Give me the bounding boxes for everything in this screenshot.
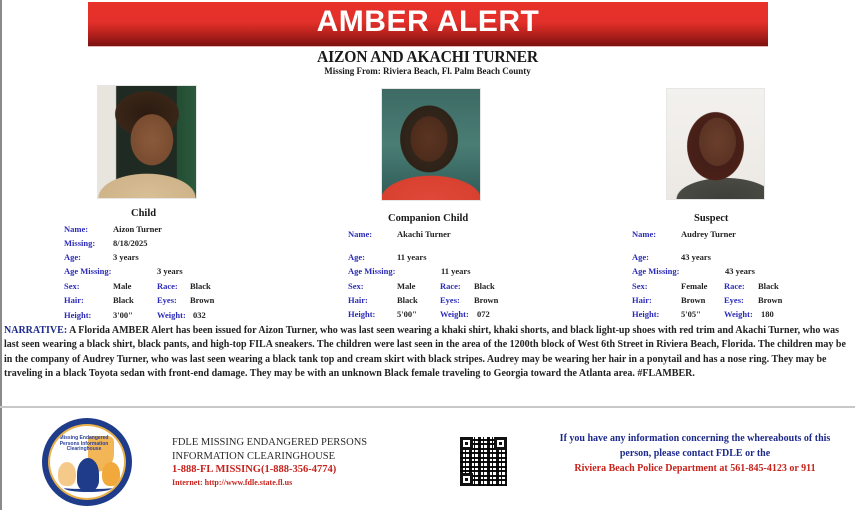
height-value: 5'05"	[681, 309, 701, 319]
case-title: AIZON AND AKACHI TURNER	[316, 47, 539, 66]
contact-line2: person, please contact FDLE or the	[619, 448, 771, 459]
age-missing-value: 3 years	[157, 266, 183, 276]
narrative	[4, 324, 850, 381]
race-label: Race:	[440, 281, 461, 291]
sex-label: Sex:	[348, 281, 364, 291]
page-left-border	[0, 0, 2, 510]
sex-value: Male	[113, 281, 132, 291]
qr-finder-icon	[460, 473, 473, 486]
sex-value: Male	[397, 281, 416, 291]
amber-alert-banner	[88, 2, 768, 47]
profile-heading: Companion Child	[388, 213, 469, 224]
name-value: Audrey Turner	[681, 229, 736, 239]
person-figure-icon	[58, 462, 76, 486]
race-label: Race:	[157, 281, 178, 291]
age-missing-label: Age Missing:	[632, 266, 680, 276]
contact-line1: If you have any information concerning the whereabouts of this	[559, 433, 831, 444]
missing-from: Missing From: Riviera Beach, Fl. Palm Beach County	[324, 66, 531, 76]
name-label: Name:	[64, 224, 89, 234]
height-label: Height:	[64, 310, 92, 320]
sex-label: Sex:	[64, 281, 80, 291]
eyes-label: Eyes:	[724, 295, 744, 305]
age-label: Age:	[632, 252, 649, 262]
weight-label: Weight:	[724, 309, 753, 319]
clearinghouse-info	[172, 436, 367, 489]
contact-info	[540, 431, 850, 476]
missing-date-value: 8/18/2025	[113, 238, 148, 248]
race-value: Black	[758, 281, 779, 291]
hand-icon	[64, 484, 112, 492]
eyes-label: Eyes:	[440, 295, 460, 305]
weight-label: Weight:	[440, 309, 469, 319]
hair-value: Black	[397, 295, 418, 305]
banner-title: AMBER ALERT	[316, 5, 540, 38]
contact-police-phone: Riviera Beach Police Department at 561-845-4123 or 911	[574, 463, 816, 474]
qr-finder-icon	[494, 437, 507, 450]
suspect-photo	[666, 88, 765, 200]
eyes-label: Eyes:	[157, 295, 177, 305]
qr-finder-icon	[460, 437, 473, 450]
age-value: 3 years	[113, 252, 139, 262]
name-label: Name:	[348, 229, 373, 239]
race-value: Black	[474, 281, 495, 291]
age-missing-label: Age Missing:	[348, 266, 396, 276]
footer-divider	[0, 406, 855, 408]
race-label: Race:	[724, 281, 745, 291]
qr-code	[460, 437, 507, 486]
logo-text: Missing Endangered Persons Information Clearinghouse	[59, 435, 109, 452]
weight-value: 072	[477, 309, 490, 319]
name-value: Akachi Turner	[397, 229, 451, 239]
age-value: 11 years	[397, 252, 427, 262]
weight-value: 180	[761, 309, 774, 319]
height-label: Height:	[632, 309, 660, 319]
hair-label: Hair:	[348, 295, 368, 305]
profile-heading: Child	[131, 208, 157, 219]
profile-heading: Suspect	[694, 213, 729, 224]
narrative-text: A Florida AMBER Alert has been issued for Aizon Turner, who was last seen wearing a khaki shirt, khaki shorts, and black light-up shoes with red trim and Akachi Turner, who was last seen wearing a black shirt, black pants, and high-top FILA sneakers. The children were last seen in the area of the 1200th block of West 6th Street in Riviera Beach, Florida. The children may be in the company of Audrey Turner, who was last seen wearing a black tank top and cream skirt with black stripes. Audrey may be wearing her hair in a ponytail and has a nose ring. They may be traveling in a black Toyota sedan with front-end damage. They may be with an unknown Black female traveling to Georgia toward the Atlanta area. #FLAMBER.	[4, 325, 846, 379]
hotline-number: 1-888-FL MISSING(1-888-356-4774)	[172, 464, 337, 475]
age-missing-label: Age Missing:	[64, 266, 112, 276]
age-missing-value: 11 years	[441, 266, 471, 276]
hair-value: Brown	[681, 295, 706, 305]
height-label: Height:	[348, 309, 376, 319]
fdle-clearinghouse-logo	[42, 418, 132, 506]
missing-label: Missing:	[64, 238, 96, 248]
hair-label: Hair:	[632, 295, 652, 305]
eyes-value: Brown	[190, 295, 215, 305]
narrative-label: NARRATIVE:	[4, 325, 68, 336]
companion-child-photo	[381, 88, 481, 201]
sex-label: Sex:	[632, 281, 648, 291]
eyes-value: Brown	[758, 295, 783, 305]
eyes-value: Brown	[474, 295, 499, 305]
clearinghouse-line2: INFORMATION CLEARINGHOUSE	[172, 450, 336, 462]
age-label: Age:	[348, 252, 365, 262]
internet-link[interactable]: Internet: http://www.fdle.state.fl.us	[172, 477, 293, 487]
race-value: Black	[190, 281, 211, 291]
weight-value: 032	[193, 310, 206, 320]
child-photo	[97, 85, 197, 199]
weight-label: Weight:	[157, 310, 186, 320]
hair-value: Black	[113, 295, 134, 305]
sex-value: Female	[681, 281, 708, 291]
age-label: Age:	[64, 252, 81, 262]
name-label: Name:	[632, 229, 657, 239]
height-value: 3'00"	[113, 310, 133, 320]
hair-label: Hair:	[64, 295, 84, 305]
name-value: Aizon Turner	[113, 224, 162, 234]
person-figure-icon	[102, 462, 120, 486]
clearinghouse-line1: FDLE MISSING ENDANGERED PERSONS	[172, 437, 368, 448]
age-missing-value: 43 years	[725, 266, 755, 276]
height-value: 5'00"	[397, 309, 417, 319]
age-value: 43 years	[681, 252, 711, 262]
